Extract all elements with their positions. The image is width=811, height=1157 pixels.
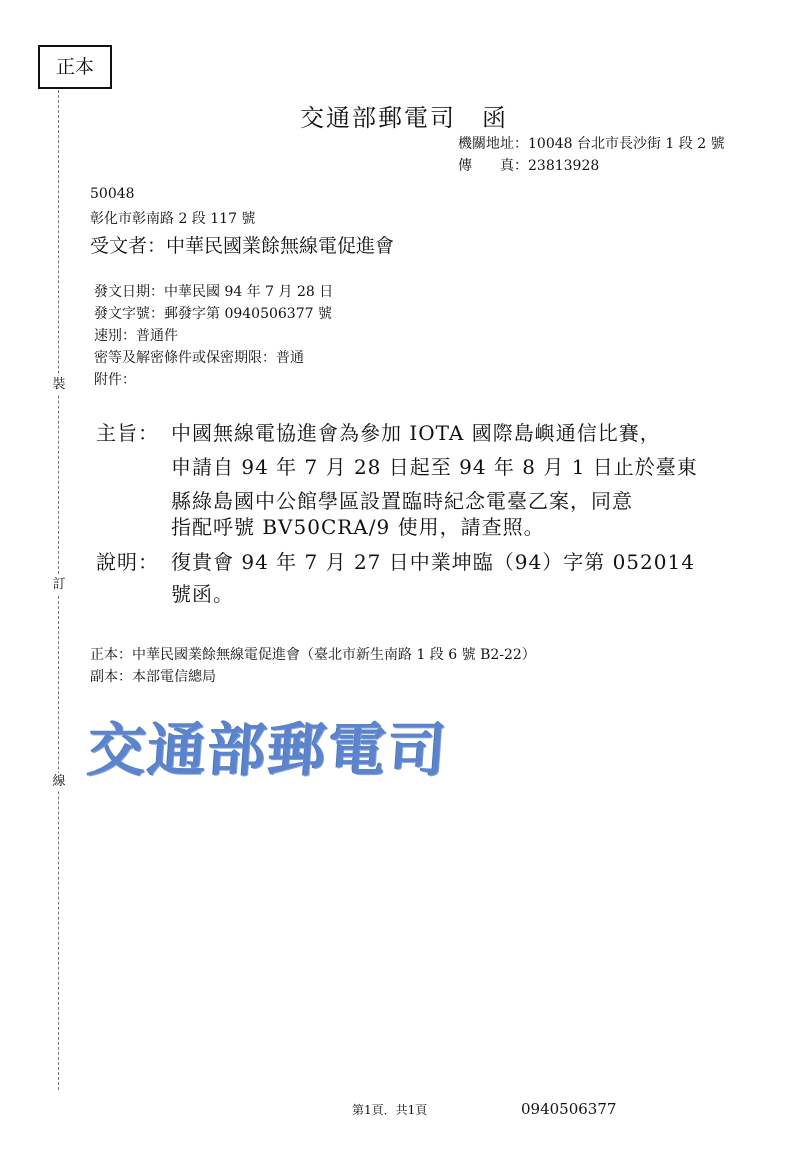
recipient-postal-code: 50048	[90, 186, 135, 202]
issue-date: 發文日期：中華民國 94 年 7 月 28 日	[94, 284, 334, 300]
footer-document-number: 0940506377	[521, 1100, 617, 1118]
agency-address: 機關地址：10048 台北市長沙街 1 段 2 號	[458, 136, 725, 152]
binding-mark-zhuang: 裝	[49, 376, 69, 394]
subject-label: 主旨：	[96, 421, 159, 445]
subject-line: 中國無線電協進會為參加 IOTA 國際島嶼通信比賽，	[171, 421, 661, 445]
binding-mark-ding: 訂	[49, 576, 69, 594]
secrecy-level: 密等及解密條件或保密期限：普通	[94, 350, 304, 366]
distribution-copy: 副本：本部電信總局	[90, 669, 216, 685]
delivery-speed: 速別：普通件	[94, 328, 178, 344]
agency-seal: 交通部郵電司	[85, 716, 451, 784]
agency-fax: 傳 真：23813928	[458, 158, 600, 174]
binding-mark-xian: 線	[49, 773, 69, 791]
subject-line: 縣綠島國中公館學區設置臨時紀念電臺乙案，同意	[171, 489, 633, 513]
recipient-address: 彰化市彰南路 2 段 117 號	[90, 211, 256, 227]
page-indicator: 第1頁．共1頁	[352, 1103, 428, 1117]
distribution-original: 正本：中華民國業餘無線電促進會（臺北市新生南路 1 段 6 號 B2-22）	[90, 647, 536, 663]
attachment: 附件：	[94, 372, 136, 388]
document-title: 交通部郵電司 函	[300, 104, 508, 132]
subject-line: 指配呼號 BV50CRA/9 使用，請查照。	[171, 515, 545, 539]
issue-number: 發文字號：郵發字第 0940506377 號	[94, 306, 332, 322]
subject-line: 申請自 94 年 7 月 28 日起至 94 年 8 月 1 日止於臺東	[171, 455, 698, 479]
explanation-line: 號函。	[171, 582, 234, 606]
original-copy-stamp: 正本	[38, 45, 112, 89]
recipient-name: 受文者：中華民國業餘無線電促進會	[90, 235, 395, 257]
explanation-line: 復貴會 94 年 7 月 27 日中業坤臨（94）字第 052014	[171, 550, 695, 574]
explanation-label: 說明：	[96, 550, 159, 574]
